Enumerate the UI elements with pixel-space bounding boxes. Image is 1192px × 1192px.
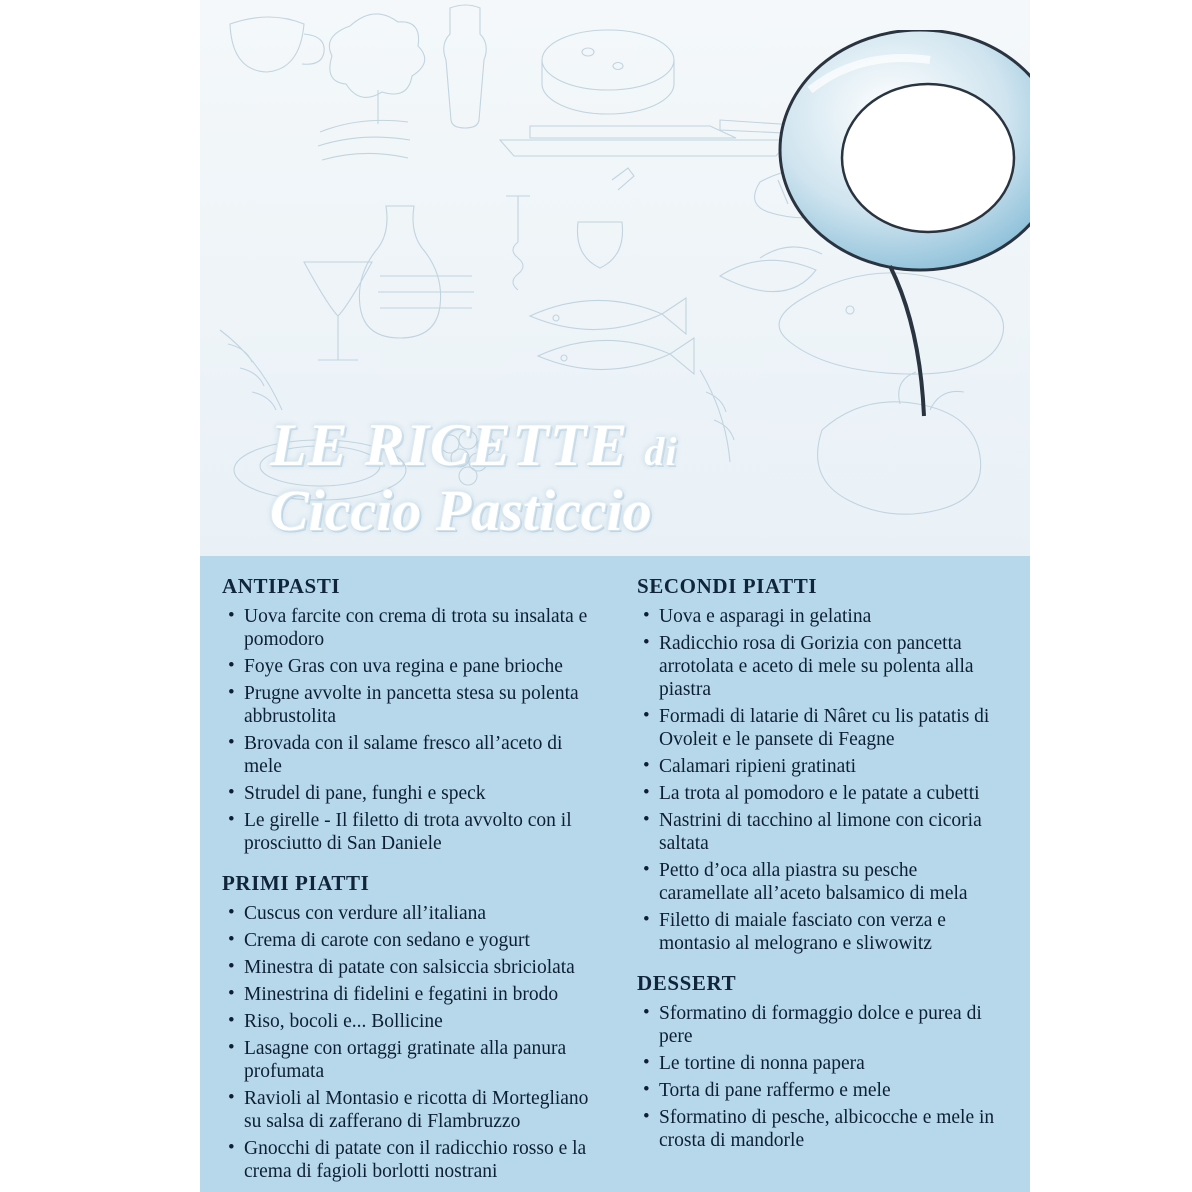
list-item: • Prugne avvolte in pancetta stesa su polenta abbrustolita <box>228 682 601 728</box>
menu-column-right <box>615 574 1008 1192</box>
list-item: • Sformatino di pesche, albicocche e mele in crosta di mandorle <box>643 1106 1008 1152</box>
list-item: • Calamari ripieni gratinati <box>643 755 1008 778</box>
list-item: • Filetto di maiale fasciato con verza e montasio al melograno e sliwowitz <box>643 909 1008 955</box>
list-item: • Minestrina di fidelini e fegatini in brodo <box>228 983 601 1006</box>
section-heading-antipasti: ANTIPASTI <box>222 574 341 598</box>
list-item: • La trota al pomodoro e le patate a cubetti <box>643 782 1008 805</box>
section-dessert <box>637 971 1008 1152</box>
title-di-text: di <box>644 429 678 474</box>
list-item: • Uova e asparagi in gelatina <box>643 605 1008 628</box>
list-item: • Le girelle - Il filetto di trota avvolto con il prosciutto di San Daniele <box>228 809 601 855</box>
list-item: • Strudel di pane, funghi e speck <box>228 782 601 805</box>
section-secondi-piatti <box>637 574 1008 955</box>
list-item: • Ravioli al Montasio e ricotta di Mortegliano su salsa di zafferano di Flambruzzo <box>228 1087 601 1133</box>
list-item: • Minestra di patate con salsiccia sbriciolata <box>228 956 601 979</box>
list-item: • Crema di carote con sedano e yogurt <box>228 929 601 952</box>
list-item: • Brovada con il salame fresco all’aceto di mele <box>228 732 601 778</box>
menu-panel <box>200 556 1030 1192</box>
title-main-text: LE RICETTE <box>270 412 629 478</box>
list-item: • Lasagne con ortaggi gratinate alla panura profumata <box>228 1037 601 1083</box>
title-line-1 <box>270 412 970 478</box>
list-item: • Petto d’oca alla piastra su pesche caramellate all’aceto balsamico di mela <box>643 859 1008 905</box>
list-item: • Le tortine di nonna papera <box>643 1052 1008 1075</box>
cover-title <box>270 412 970 543</box>
section-heading-primi-piatti: PRIMI PIATTI <box>222 871 370 895</box>
section-heading-secondi-piatti: SECONDI PIATTI <box>637 574 818 598</box>
list-item: • Sformatino di formaggio dolce e purea di pere <box>643 1002 1008 1048</box>
menu-column-left <box>222 574 615 1192</box>
dish-list-antipasti <box>228 605 601 855</box>
list-item: • Nastrini di tacchino al limone con cicoria saltata <box>643 809 1008 855</box>
section-antipasti <box>222 574 601 855</box>
list-item: • Torta di pane raffermo e mele <box>643 1079 1008 1102</box>
list-item: • Radicchio rosa di Gorizia con pancetta arrotolata e aceto di mele su polenta alla piastra <box>643 632 1008 701</box>
dish-list-secondi-piatti <box>643 605 1008 955</box>
plate-illustration <box>770 30 1030 450</box>
list-item: • Foye Gras con uva regina e pane brioche <box>228 655 601 678</box>
dish-list-primi-piatti <box>228 902 601 1183</box>
title-line-2: Ciccio Pasticcio <box>270 478 652 543</box>
book-cover <box>200 0 1030 1192</box>
list-item: • Riso, bocoli e... Bollicine <box>228 1010 601 1033</box>
section-heading-dessert: DESSERT <box>637 971 737 995</box>
list-item: • Formadi di latarie di Nâret cu lis patatis di Ovoleit e le pansete di Feagne <box>643 705 1008 751</box>
list-item: • Uova farcite con crema di trota su insalata e pomodoro <box>228 605 601 651</box>
list-item: • Cuscus con verdure all’italiana <box>228 902 601 925</box>
list-item: • Gnocchi di patate con il radicchio rosso e la crema di fagioli borlotti nostrani <box>228 1137 601 1183</box>
dish-list-dessert <box>643 1002 1008 1152</box>
section-primi-piatti <box>222 871 601 1183</box>
